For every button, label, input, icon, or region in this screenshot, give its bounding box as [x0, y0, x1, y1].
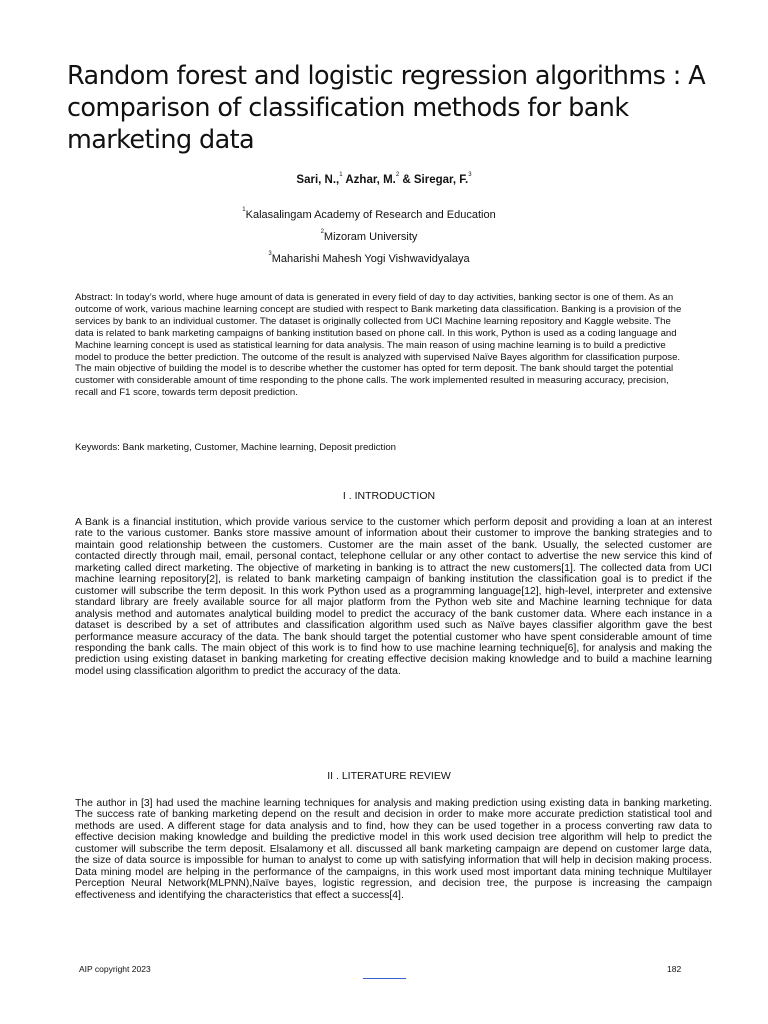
footer-page-number: 182 — [667, 964, 682, 974]
paper-title: Random forest and logistic regression algorithms : A comparison of classification methods for bank marketing data — [67, 61, 706, 155]
section-heading-introduction: I . INTRODUCTION — [342, 490, 436, 502]
affiliation-1-sup: 1 — [242, 207, 246, 213]
affiliation-3 — [0, 252, 753, 266]
affiliation-1-name: Kalasalingam Academy of Research and Education — [245, 209, 496, 221]
literature-review-paragraph: The author in [3] had used the machine learning techniques for analysis and making prediction using existing data in banking marketing. The success rate of banking marketing depend on the result and decision in order to make more accurate prediction statistical tool and methods are used. A different stage for data analysis and to find, how they can be used together in a process converting raw data to effective decision making knowledge and building the predictive model in this work used decision tree algorithm will help to predict the customer will subscribe the term deposit. Elsalamony et all. discussed all bank marketing campaign are depend on customer large data, the size of data source is impossible for human to analyst to come up with satisfying information that will help in decision making process. Data mining model are helping in the performance of the campaigns, in this work used most important data mining technique Multilayer Perception Neural Network(MLPNN),Naïve bayes, logistic regression, and decision tree, the purpose is increasing the campaign effectiveness and identifying the characteristics that effect a success[4]. — [75, 798, 712, 901]
affiliation-3-sup: 3 — [268, 251, 272, 257]
affiliation-2-name: Mizoram University — [323, 231, 418, 243]
abstract: Abstract: In today’s world, where huge amount of data is generated in every field of day to day activities, banking sector is one of them. As an outcome of work, various machine learning concept are studied with respect to Bank marketing data classification. Banking is a provision of the services by bank to an individual customer. The dataset is originally collected from UCI Machine learning repository and Kaggle website. The data is related to bank marketing campaigns of banking institution based on phone call. In this work, Python is used as a coding language and Machine learning concept is used as statistical learning for data analysis. The main reason of using machine learning is to build a predictive model to produce the better prediction. The outcome of the result is analyzed with supervised Naïve Bayes algorithm for classification purpose. The main objective of building the model is to describe whether the customer has opted for term deposit. The bank should target the potential customer with considerable amount of time responding to the phone calls. The work implemented resulted in measuring accuracy, precision, recall and F1 score, towards term deposit prediction. — [75, 292, 682, 399]
author-3: & Siregar, F. — [399, 174, 469, 186]
keywords: Keywords: Bank marketing, Customer, Machine learning, Deposit prediction — [75, 442, 397, 453]
author-line — [0, 172, 768, 188]
affiliation-2-sup: 2 — [320, 229, 324, 235]
affiliation-2 — [0, 230, 753, 244]
affiliation-3-name: Maharishi Mahesh Yogi Vishwavidyalaya — [271, 253, 470, 265]
author-2: Azhar, M. — [342, 174, 396, 186]
affiliation-1 — [0, 208, 753, 222]
footer-copyright: AIP copyright 2023 — [79, 964, 151, 974]
author-2-sup: 2 — [395, 172, 400, 178]
author-1: Sari, N., — [296, 174, 340, 186]
author-1-sup: 1 — [339, 172, 343, 178]
author-3-sup: 3 — [468, 172, 472, 178]
footer-link-underline[interactable] — [363, 978, 406, 979]
section-heading-literature-review: II . LITERATURE REVIEW — [327, 770, 451, 782]
introduction-paragraph: A Bank is a financial institution, which provide various service to the customer which perform deposit and providing a loan at an interest rate to the various customer. Banks store massive amount of information about their customer to improve the banking strategies and to maintain good relationship between the customers. Customer are the main asset of the bank. Usually, the selected customer are contacted directly through mail, email, personal contact, telephone cellular or any other contact to advertise the new service this kind of marketing called direct marketing. The objective of marketing in banking is to attract the new customers[1]. The collected data from UCI machine learning repository[2], is related to bank marketing campaign of banking institution the classification goal is to predict if the customer will subscribe the term deposit. In this work Python used as a programming language[12], high-level, interpreter and extensive standard library are freely available source for all major platform from the Python web site and Machine learning technique for data analysis method and automates analytical building model to predict the accuracy of the bank customer data. Where each instance in a dataset is described by a set of attributes and classification algorithm used such as Naïve bayes classifier algorithm gave the best performance measure accuracy of the data. The bank should target the potential customer who have spent considerable amount of time responding the bank calls. The main object of this work is to find how to use machine learning technique[6], for analysis and making the prediction using existing dataset in banking marketing for creating effective decision making knowledge and to build a machine learning model using classification algorithm to predict the accuracy of the data. — [75, 517, 712, 677]
